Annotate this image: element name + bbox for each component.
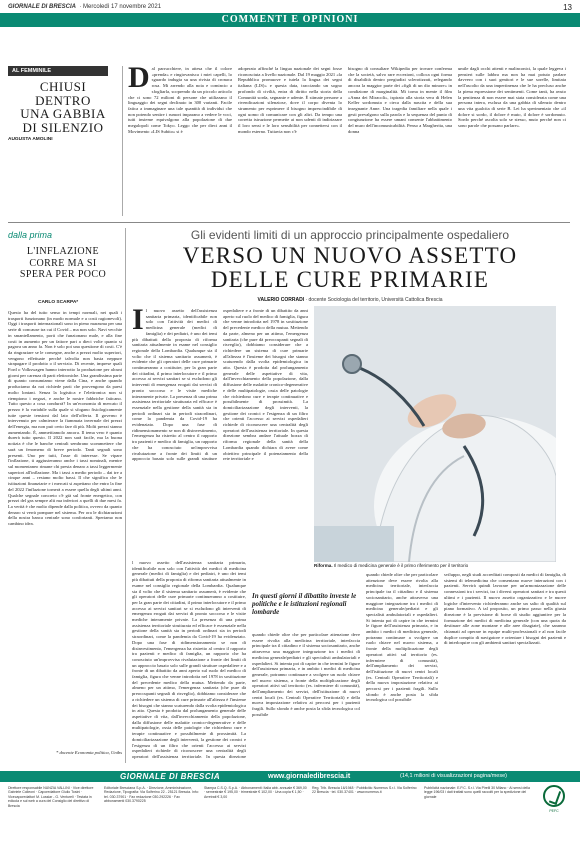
page-number: 13 (563, 3, 572, 12)
article-column-2: quando chiede oltre che per particolare attenzione deve essere rivolta alla medicina territoriale, interfaccia principale tra il cittadino e il sistema sociosanitario, anche attraverso una maggiore integrazione tra i medici di medicina generale/pediatri e gli specialisti ambulatoriali e ospedalieri. Si intenta poi di capire in che termini le figure dell'assistenza primaria, e in ambito i medici di medicina generale, potranno continuare a svolgere un ruolo chiave nel nuovo sistema, a fronte della moltiplicazione degli operatori attivi sul territorio (es. infermiere di comunità), dell'ampliamento dei servizi, dell'istituzione di nuovi centri locali (es. Centrali Operative Territoriali) e della nuova impostazione relativa ai percorsi per i pazienti fragili. Sullo sfondo è anche posta la sfida tecnologica col possibile (252, 632, 360, 717)
article-title (130, 244, 570, 292)
credits-pubblicita: Pubblicità nazionale: E.P.C. S.r.l. Via Pirelli 30 Milano · Ai sensi della legge 196/03 i dati trattati sono quelli raccolti per la spedizione del giornale (424, 786, 530, 799)
section-title: COMMENTI E OPINIONI (0, 13, 580, 27)
title-line: DI SILENZIO (22, 119, 104, 135)
footer-paper-name: GIORNALE DI BRESCIA (120, 772, 221, 781)
title-line: VERSO UN NUOVO ASSETTO (182, 243, 518, 268)
issue-date: Mercoledì 17 novembre 2021 (83, 4, 162, 10)
doctor-illustration (314, 306, 556, 562)
inflation-body: Questo ha del tutto senso in tempi normali, nei quali i trasporti funzionano (in modo normale e a costi ragionevoli). Oggi i trasporti internazionali sono in pieno marasma per una serie di concause tra cui il Covid – ma non solo. Navi vecchie in smantellamento, porti che funzionano male, e alla fine costi in aumento per un fattore pari a dieci volte quanto si pagava un anno fa. Non è solo poi una questione di costi. C'è da ringraziare se le consegne, anche a prezzi molto superiori, vengono effettuate perché talvolta non basta neppure strapagare il prodotto o il servizio. Di recente, imprese quali Ford o Volkswagen hanno interrotto la produzione per alcuni giorni per carenza di parti elettroniche. Una grandissima parte di quanto consumiamo viene dalla Cina, e anche quando produciamo da noi richiede parti che provengono da paesi molto lontani. Senza la logistica e l'elettronica non si riempiono i negozi, e anche le nostre fabbriche faticano. Tutto questo a cosa condurrà? In un'economia di mercato il prezzo è la variabile sulla quale si sfogano fisiologicamente tutte queste tensioni dal lato dell'offerta. Il governo è intervenuto per calmierare la fiammata invernale dei prezzi dell'energia, ma non può certo fare di più. Molti prezzi stanno aumentando. È, ammettiamolo ancora. Il tema vero è quanto durerà tutto questo. Il 2022 non sarà facile, ma la buona notizia è che le banche centrali sembrano scommettere che sarà un fenomeno di breve periodo. Tanti segnali sono presenti. Uno per tutti, l'asse di interesse. Se vipare l'inflazione, ti aggiusteranno anche i tassi nominali, mentre sul momentaneo rimane chi presta denaro a tassi leggermente superiori all'inflazione. Ma i tassi a medio periodo – dai tre a cinque anni – restano molto bassi. Il che significa che le istituzioni finanziarie e i mercati si aspettano che entro la fine del 2022 l'inflazione tornerà a essere quella degli ultimi anni. Qualche segnale concreto c'è già sul fronte energetico, con prezzi del gas sempre alti ma inferiori a quelli di due mesi fa. La verità è che molto dipende dalla politica, ovvero da quanto denaro si verrà pompare nel sistema. Per ora le dichiarazioni della nostra banca centrale sono confortanti. Speriamo non cambino idea. (8, 310, 122, 527)
opinion-column-3: bisogno di consultare Wikipedia per trovare conferma che la società, salvo rare eccezioni, colloca ogni forma di disabilità dentro pregiudizi sclerotizzati, relegando ancora la maggior parte dei «figli di un dio minore» in condizione di marginalità. Mi torna in mente il film «Anna dei Miracoli», ispirato alla storia vera di Helen Keller sordomuta e cieca dalla nascita e della sua insegnante Anne. Una tragedia familiare nella quale i gesti prevalgono sulla parola e la sequenza del punto di congiunzione ha essere umani consente l'abbattimento del muro dell'incomunicabilità. Penso a Margherita, una donna (348, 66, 452, 134)
pefc-certification (538, 785, 570, 825)
credits-registrazione: Reg. Trib. Brescia 16/1948 · Pubblicità: Numerus S.r.l. Via Solferino 22 Brescia · tel. 030.37401 · www.numerus.it (312, 786, 417, 795)
photo-caption (314, 563, 556, 568)
credits-stampa: Stampa C.S.Q. S.p.A. · Abbonamenti: Italia abb. annuale € 369,00 · semestrale € 195,00 · trimestrale € 102,00 · Una copia € 1,50 · Arretrati € 3,00 (204, 786, 307, 799)
opinion-author: AUGUSTA AMOLINI (8, 137, 53, 142)
article-column-3: sviluppo, negli studi accreditati composti da medici di famiglia, di sistemi di telemedicina che consentano nuove interazioni con i pazienti. Servirà quindi lavorare per un'armonizzazione delle connessioni tra i servizi, tra i diversi operatori sanitari e tra questi ultimi e i pazienti. Il nuovo assetto organizzativo e le nuove logiche d'intervento richiederanno anche un salto di qualità sul piano formativo. A tal proposito, un primo passo nella giusta direzione è la previsione di borse di studio aggiuntive per la formazione dei medici di medicina generale (con una quota da destinare alle zone montane e alle aree disagiate), che saranno chiamati ad operare in equipe multi-professionali e al non facile duplice compito di navigatore e orientare i bisogni dei pazienti e di interloquire con gli ambienti sanitari specializzati. (444, 572, 566, 646)
title-line: L'INFLAZIONE (26, 246, 100, 257)
opinion-column-4: umile dagli occhi attenti e malinconici, la quale leggeva i pensieri sulle labbra ma non ha mai potuto parlare davvero con i suoi genitori e le sue sorelle, limitata nell'ascolto da una impertinenza che le ha precluso anche la piena espressione dei sentimenti. Come tanti, ha avuto la penitenza di non essere mai stata considerata come una persona intera, esclusa da una gabbia di silenzio dentro una vita gualcita di serie B. Lei ha sperimentato che «il dolore si sordo, il dolore è muto, il dolore è sordomuto. Sordo perché ascolta solo se stesso, muto perché non ci sono parole che possano parlare». (458, 66, 566, 129)
pefc-tree-icon (543, 785, 565, 807)
byline-author: VALERIO CORRADI (257, 297, 305, 303)
paper-name: GIORNALE DI BRESCIA (8, 4, 77, 10)
article-subhead: Gli evidenti limiti di un approccio principalmente ospedaliero (190, 228, 510, 242)
dropcap: D (128, 66, 150, 94)
opinion-column-2: adoperato affinché la lingua nazionale dei segni fosse riconosciuta a livello nazionale. Dal 19 maggio 2021 «la Repubblica promuove e tutela la lingua dei segni italiana (LIS)» e questa data, tracciando un sogno profondo di civiltà, entra di diritto nella storia della Comunità sorda, segnante e udente. È stimate persone a rivendicazioni silenziose, dove il corpo diventa lo strumento per esprimere il bisogno imprescindibile di ogni uomo di comunicare con gli altri. Da tempo una corretta istruzione permette ai non udenti di indirizzare il loro sensi e le loro sensibilità per connettersi con il mondo esterno. Tuttavia non c'è (238, 66, 342, 134)
article-column-1-cont: l nuovo assetto dell'assistenza sanitaria primaria, identificabile non solo con l'attività dei medici di medicina generale (medici di famiglia) e dei pediatri, è uno dei temi più dibattuti della proposta di riforma sanitaria attualmente in esame nel consiglio regionale della Lombardia. Qualunque sia il volto che il sistema sanitario assumerà, è evidente che gli operatori delle cure primarie continueranno a costituire, per la gran parte dei cittadini, il primo interlocutore e il primo accesso ai servizi sanitari se si escludono gli interventi di emergenza erogati dai servizi di pronto soccorso e le visite mediche interamente private. La presenza di una prima assistenza territoriale strutturata ed efficace è essenziale nella gestione della sanità sia in periodi ordinari sia in periodi straordinari, come la pandemia da Covid-19 ha evidenziato. Dopo una fase di ridimensionamento se non di disinvestimento, l'emergenza ha ristretto al centro il rapporto tra pazienti e medico di famiglia, un rapporto che ha conosciuto un'improvvisa rivalutazione a fronte dei limiti di un approccio basato solo sulle grandi strutture ospedaliere e a fronte di un dibattito da anni aperto sul ruolo del medico di famiglia, figura che venne introdotta nel 1978 in sostituzione del precedente medico della mutua. Mettendo da parte, almeno per un attimo, l'emergenza sanitaria (che pure dà preoccupanti segnali di risveglio), dobbiamo considerare che a richiedere un sistema di cure primarie all'altezza è l'insieme dei bisogni che stanno scaturendo dalla svolta epidemiologica in atto. Questa è prodotta dal prolungamento generale delle aspettative di vita, dall'invecchiamento della popolazione, dalla diffusione delle malattie cronico-degenerative e delle multipatologie, ossia delle patologie che richiedono cure e terapie continuative e possibilmente di prossimità. La domiciliarizzazione degli interventi, la gestione dei cronici e l'esigenza di un filtro che orienti l'accesso ai servizi ospedalieri richiede di riconoscere una centralità degli operatori dell'assistenza territoriale. In questa direzione (132, 560, 246, 759)
article-byline (130, 297, 570, 303)
credits-editoriale: Editoriale Bresciana S.p.A. · Direzione, Amministrazione, Redazione, Tipografia: Via Solferino 22 - 25121 Brescia. Info: tel. 030.37901 · Fax redazione 030.292226 · Fax abbonamenti 030.3790225 (104, 786, 199, 804)
masthead-line: GIORNALE DI BRESCIA · Mercoledì 17 novembre 2021 (8, 4, 162, 10)
footer-bar (0, 771, 580, 782)
kicker: dalla prima (8, 230, 53, 240)
credits-direttore: Direttore responsabile NUNZIA VALLINI · Vice direttore Gabriele Colleoni · Caporedattore Giulio Tosini · Vicecaporedattori M. Lussiar - G. Ventureli · Testata in edicola e sul web a cura del Consiglio del direttivo di Brescia (8, 786, 94, 808)
article-column-1: Il nuovo assetto dell'assistenza sanitaria primaria, identificabile non solo con l'attività dei medici di medicina generale (medici di famiglia) e dei pediatri, è uno dei temi più dibattuti della proposta di riforma sanitaria attualmente in esame nel consiglio regionale della Lombardia. Qualunque sia il volto che il sistema sanitario assumerà, è evidente che gli operatori delle cure primarie continueranno a costituire, per la gran parte dei cittadini, il primo interlocutore e il primo accesso ai servizi sanitari se si escludono gli interventi di emergenza erogati dai servizi di pronto soccorso e le visite mediche interamente private. La presenza di una prima assistenza territoriale strutturata ed efficace è essenziale nella gestione della sanità sia in periodi ordinari sia in periodi straordinari, come la pandemia da Covid-19 ha evidenziato. Dopo una fase di ridimensionamento se non di disinvestimento, l'emergenza ha ristretto al centro il rapporto tra pazienti e medico di famiglia, un rapporto che ha conosciuto un'improvvisa rivalutazione a fronte dei limiti di un approccio basato solo sulle grandi strutture ospedaliere e a fronte di un dibattito da anni aperto sul ruolo del medico di famiglia, figura che venne introdotta nel 1978 in sostituzione del precedente medico della mutua. Mettendo da parte, almeno per un attimo, l'emergenza sanitaria (che pure dà preoccupanti segnali di risveglio), dobbiamo considerare che a richiedere un sistema di cure primarie all'altezza è l'insieme dei bisogni che stanno scaturendo dalla svolta epidemiologica in atto. Questa è prodotta dal prolungamento generale delle aspettative di vita, dall'invecchiamento della popolazione, dalla diffusione delle malattie cronico-degenerative e delle multipatologie, ossia delle patologie che richiedono cure e terapie continuative e possibilmente di prossimità. La domiciliarizzazione degli interventi, la gestione dei cronici e l'esigenza di un filtro che orienti l'accesso ai servizi ospedalieri richiede di riconoscere una centralità degli operatori dell'assistenza territoriale. In questa direzione sembra andare l'attuale bozza di riforma regionale della sanità della Lombardia quando dichiara di avere come obiettivo principale il potenziamento della rete territoriale e (132, 308, 308, 462)
title-line: CHIUSI (39, 79, 87, 94)
opinion-column-1: Dal parrucchiere, in attesa che il colore «prenda» e ringiovanisca i miei capelli, lo sguardo indugia su una rivista di cronaca rosa. Mi arrendo alla noia e comincio a sfogliarla, scoprendo da un piccolo articolo che ci sono 72 milioni di persone che utilizzano il linguaggio dei segni declinato in 300 varianti. Facile fatica a immaginare una tale quantità di individui che non potendo sentire i rumori imparano a vedere le voci, tutti insieme equivalgono alla popolazione di due megalopoli come Tokyo. Leggo che per dieci anni il Movimento «LIS Subito» si è (128, 66, 232, 134)
article-column-2b: quando chiede oltre che per particolare attenzione deve essere rivolta alla medicina territoriale, interfaccia principale tra il cittadino e il sistema sociosanitario, anche attraverso una maggiore integrazione tra i medici di medicina generale/pediatri e gli specialisti ambulatoriali e ospedalieri. Si intenta poi di capire in che termini le figure dell'assistenza primaria, e in ambito i medici di medicina generale, potranno continuare a svolgere un ruolo chiave nel nuovo sistema, a fronte della moltiplicazione degli operatori attivi sul territorio (es. infermiere di comunità), dell'ampliamento dei servizi, dell'istituzione di nuovi centri locali (es. Centrali Operative Territoriali) e della nuova impostazione relativa ai percorsi per i pazienti fragili. Sullo sfondo è anche posta la sfida tecnologica col possibile (366, 572, 438, 703)
inflation-title (8, 246, 118, 281)
title-line: CORRE MA SI (29, 257, 97, 269)
dropcap: I (132, 308, 144, 336)
pefc-label: PEFC (549, 809, 559, 813)
opinion-title (8, 80, 118, 134)
column-divider (122, 66, 123, 216)
footer-website-link[interactable]: www.giornaledibrescia.it (268, 773, 351, 780)
pull-quote: In questi giorni il dibattito investe le politiche e le istituzioni regionali lombarde (252, 592, 357, 616)
caption-text: Il medico di medicina generale è il primo riferimento per il territorio (332, 563, 469, 568)
byline-role: · docente Sociologia del territorio, Università Cattolica Brescia (304, 297, 443, 303)
title-line: DENTRO (35, 92, 91, 108)
inflation-author: CARLO SCARPA* (38, 300, 79, 305)
title-line: SPERA PER POCO (19, 269, 107, 280)
article-photo (314, 306, 556, 562)
caption-label: Riforma. (314, 563, 333, 568)
title-line: DELLE CURE PRIMARIE (210, 267, 490, 292)
footer-traffic-stat: (14,1 milioni di visualizzazioni pagina/mese) (400, 773, 507, 779)
title-line: UNA GABBIA (20, 106, 106, 121)
column-divider (125, 228, 126, 763)
inflation-footnote: * docente Economia politica, Unibs (56, 750, 122, 755)
section-divider (8, 222, 570, 223)
column-tag: AL FEMMINILE (8, 66, 108, 76)
